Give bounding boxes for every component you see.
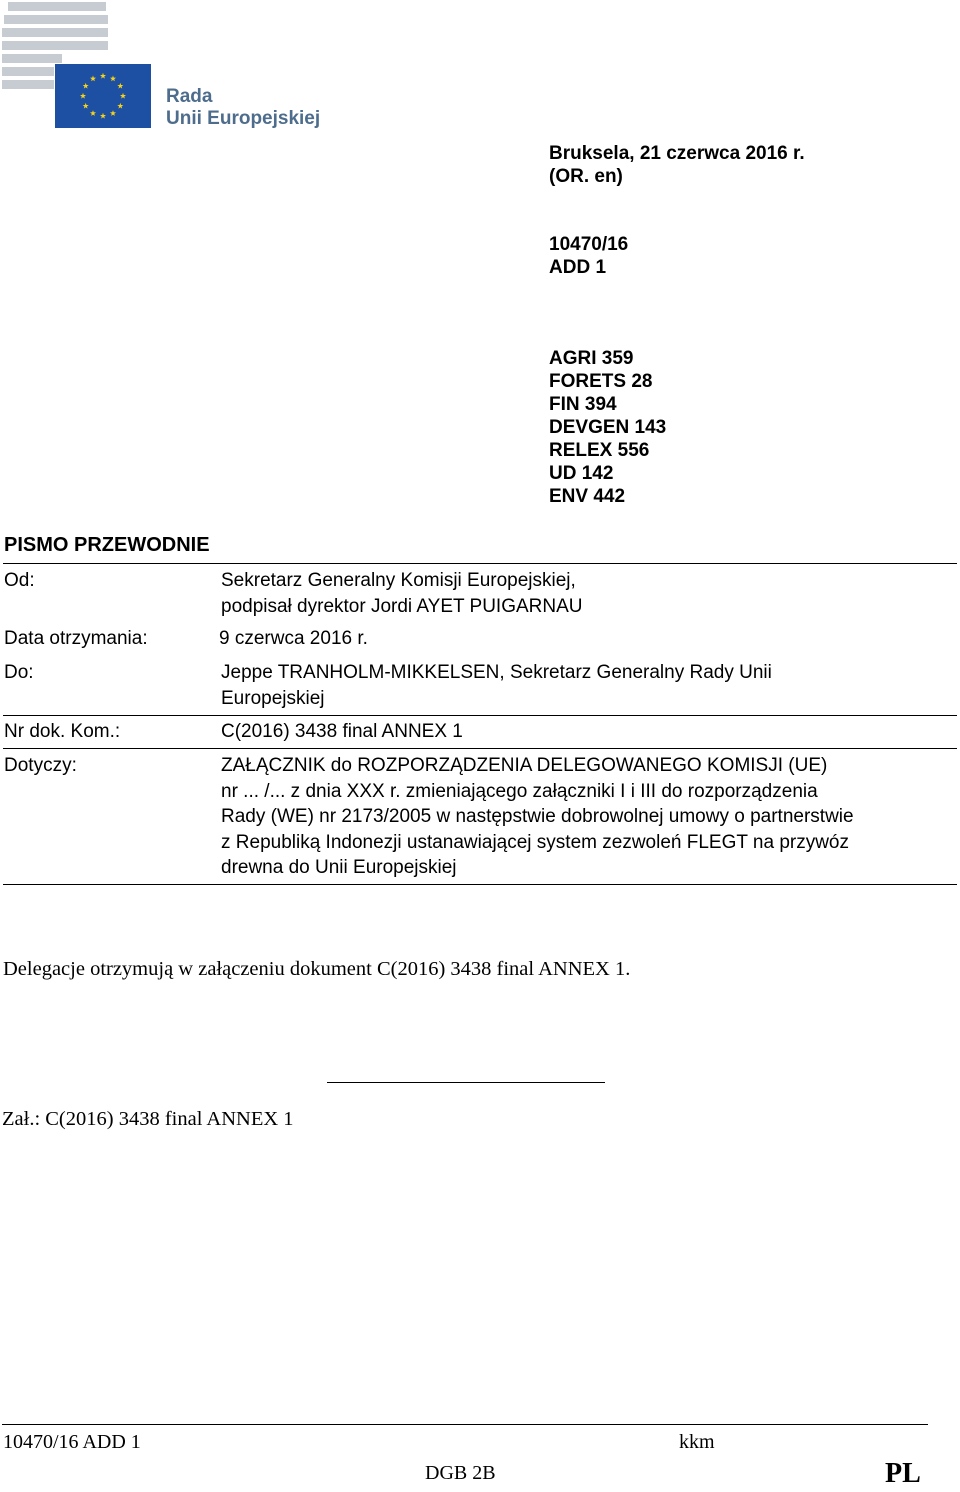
- document-number: 10470/16: [549, 234, 629, 255]
- subject-label: Dotyczy:: [4, 755, 77, 776]
- from-line: podpisał dyrektor Jordi AYET PUIGARNAU: [221, 595, 583, 617]
- code: FORETS 28: [549, 371, 653, 392]
- subject-line: z Republiką Indonezji ustanawiającej system zezwoleń FLEGT na przywóz: [221, 831, 850, 853]
- logo-line-2: Unii Europejskiej: [166, 108, 321, 129]
- table-rule: [3, 715, 957, 716]
- subject-line: ZAŁĄCZNIK do ROZPORZĄDZENIA DELEGOWANEGO KOMISJI (UE): [221, 755, 828, 776]
- from-label: Od:: [4, 570, 35, 591]
- code: AGRI 359: [549, 348, 634, 369]
- to-line: Europejskiej: [221, 687, 325, 709]
- code: UD 142: [549, 463, 614, 484]
- footer-reference: 10470/16 ADD 1: [3, 1431, 141, 1453]
- commission-doc-value: C(2016) 3438 final ANNEX 1: [221, 721, 463, 742]
- subject-line: drewna do Unii Europejskiej: [221, 857, 457, 878]
- from-value: [221, 568, 958, 619]
- original-language: (OR. en): [549, 166, 623, 187]
- code: ENV 442: [549, 486, 626, 507]
- code: FIN 394: [549, 394, 617, 415]
- footer-rule: [2, 1424, 928, 1425]
- received-date-value: 9 czerwca 2016 r.: [219, 628, 368, 649]
- received-date-label: Data otrzymania:: [4, 628, 148, 649]
- subject-line: nr ... /... z dnia XXX r. zmieniającego załączniki I i III do rozporządzenia: [221, 780, 818, 802]
- code: RELEX 556: [549, 440, 650, 461]
- footer-initials: kkm: [679, 1431, 715, 1453]
- document-type: PISMO PRZEWODNIE: [4, 534, 210, 556]
- to-value: [221, 660, 958, 711]
- commission-doc-label: Nr dok. Kom.:: [4, 721, 121, 742]
- to-label: Do:: [4, 662, 34, 683]
- body-text: Delegacje otrzymują w załączeniu dokument C(2016) 3438 final ANNEX 1.: [3, 958, 631, 980]
- table-rule: [3, 563, 957, 564]
- to-line: Jeppe TRANHOLM-MIKKELSEN, Sekretarz Generalny Rady Unii: [221, 662, 772, 683]
- subject-value: [221, 753, 958, 881]
- subject-line: Rady (WE) nr 2173/2005 w następstwie dobrowolnej umowy o partnerstwie: [221, 806, 854, 827]
- from-line: Sekretarz Generalny Komisji Europejskiej,: [221, 570, 576, 591]
- table-rule: [3, 884, 957, 885]
- place-date: Bruksela, 21 czerwca 2016 r.: [549, 143, 805, 164]
- code: DEVGEN 143: [549, 417, 667, 438]
- logo-line-1: Rada: [166, 86, 213, 107]
- separator-line: [327, 1082, 605, 1083]
- codes-list: [549, 347, 666, 508]
- addendum: ADD 1: [549, 257, 607, 278]
- footer-language: PL: [885, 1458, 921, 1489]
- footer-department: DGB 2B: [425, 1462, 496, 1484]
- table-rule: [3, 748, 957, 749]
- attachment-note: Zał.: C(2016) 3438 final ANNEX 1: [2, 1108, 294, 1130]
